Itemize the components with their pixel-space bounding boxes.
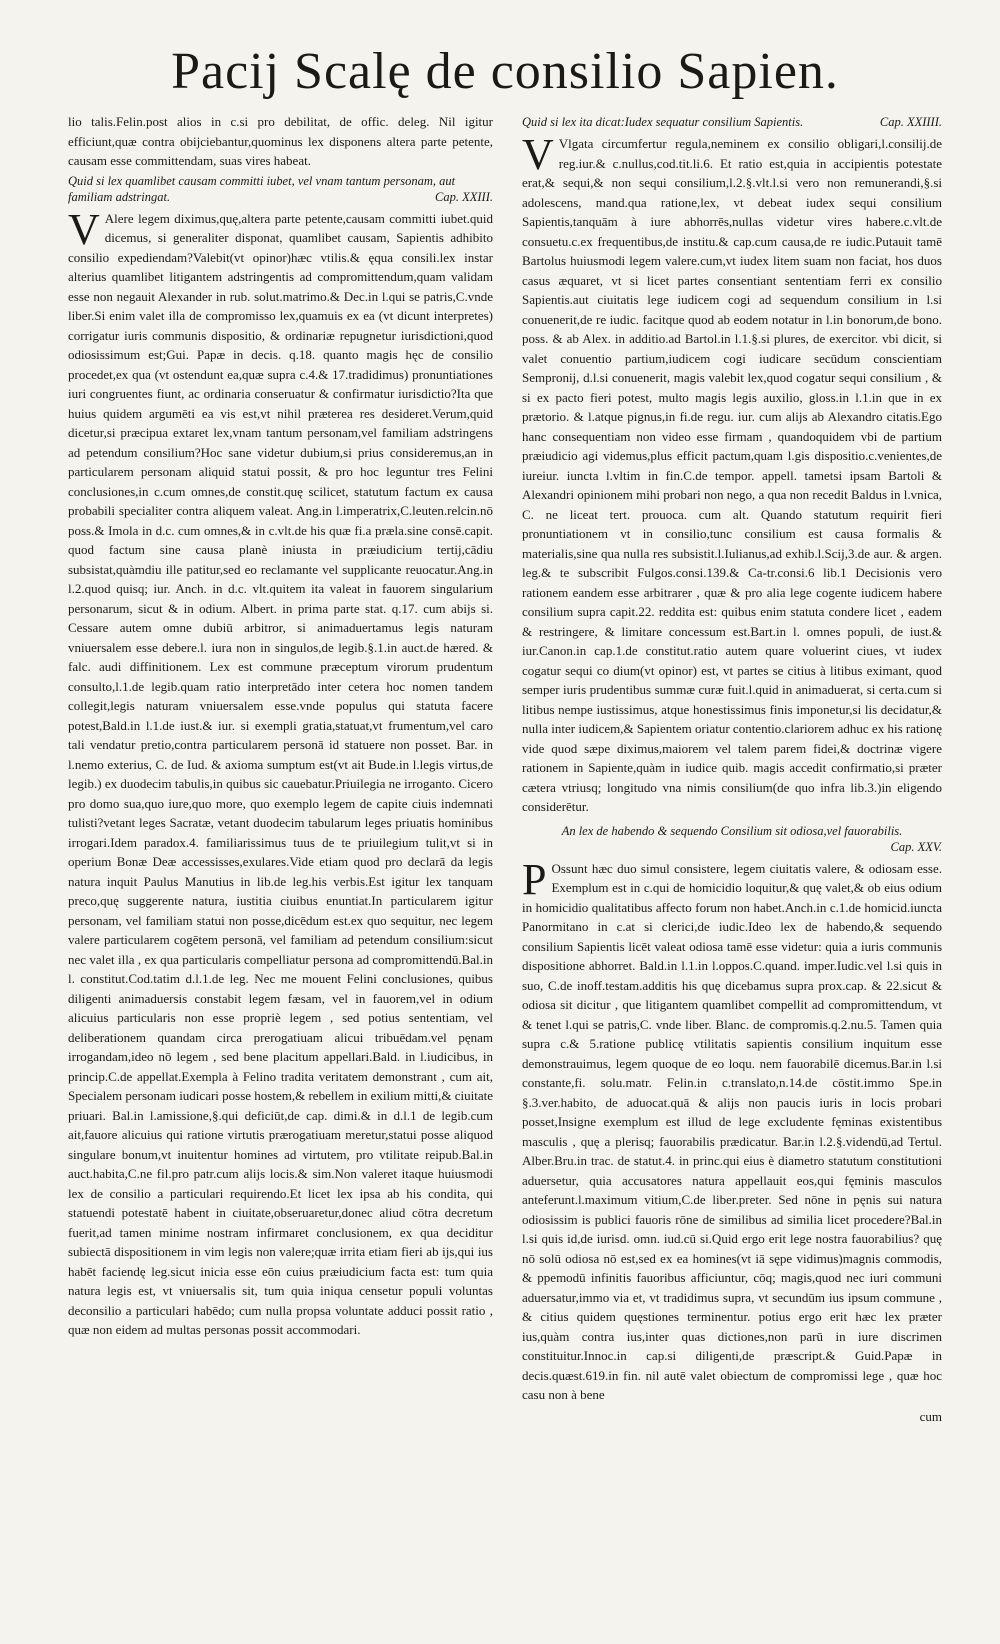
chapter-23-number: Cap. XXIII. bbox=[435, 189, 493, 204]
chapter-24-dropcap: V bbox=[522, 130, 554, 179]
chapter-25-number: Cap. XXV. bbox=[890, 839, 942, 854]
chapter-23-rubric-text: Quid si lex quamlibet causam committi iubet, vel vnam tantum personam, aut familiam adstringat. bbox=[68, 173, 456, 204]
chapter-23-paragraph bbox=[68, 204, 493, 1340]
chapter-25-paragraph bbox=[522, 854, 942, 1405]
chapter-23-dropcap: V bbox=[68, 204, 100, 254]
chapter-24-body: Vlgata circumfertur regula,neminem ex consilio obligari,l.consilij.de reg.iur.& c.nullus,cod.tit.li.6. Et ratio est,quia in accipientis potestate erat,& sequi,& non sequi consilium,l.2.§.vlt.l.si vero non remunerandi,§.si adolescens, mand.qua ratione,lex, vt debeat iudex sequi consilium Sapientis,tanquām à iure abhorrēs,nullas videtur vires habere.c.vlt.de consuetu.c.ex frequentibus,de institu.& cap.cum causa,de re iudic.Putauit tamē Bartolus huiusmodi legem valere.cum,vt iudex litem suam non faciat, hos duos casus æquaret, vt si licet partes consentiant sententiam ferri ex consilio Sapientis.aut ciuitatis lege iudicem cogi ad sequendum consilium in l.si conuenerit,de re iudic. facitque quod ab eodem notatur in l.in bonorum,de bono. poss. & ab Alex. in additio.ad Bartol.in l.1.§.si plures, de exercitor. vbi dicit, si valet conuentio partium,iudicem cogi iudicare secūdum conscientiam Sempronij, d.l.si conuenerit, magis valebit lex,quod cogatur sequi consilium , & si ex pacto fieri potest, multo magis legis auxilio, gloss.in l.1.in que in ex prætorio. & l.atque pignus,in fi.de regu. iur. cum alijs ab Alexandro citatis.Ego hanc consequentiam non video esse firmam , quandoquidem vbi de partium præiudicio agi videmus,plus efficit pactum,quam l.gis dispositio.c.venientes,de iureiur. iuncta l.vltim in fin.C.de tempor. appell. tametsi ipsam Bartoli & Alexandri opinionem mihi probari non nego, a qua non recedit Baldus in l.vnica, C. ne liceat tert. prouoca. cum alt. Quando statutum requirit fieri pronuntiationem vt in consilio,tunc consilium est causa formalis & materialis,sine qua nulla res subsistit.l.Iulianus,ad exhib.l.Scij,3.de aur. & argen. leg.& te subscribit Fulgos.consi.139.& Ca-tr.consi.6 lib.1 Decisionis vero rationem eandem esse arbitrarer , quæ & pro alia lege cogente iudicem habere consilium supra capit.22. reddita est: quibus enim statuta condere licet , eadem & restringere, & limitare concessum est.Bart.in l. omnes populi, de iust.& iur.Canon.in cap.1.de constitut.ratio autem quare voluerint ciues, vt iudex cogatur sequi co dium(vt opinor) est, vt partes se citius à litibus eximant, quod semper iuris prudentibus summæ curæ fuit.l.quid in animaduerat, si certa.cum si litibus nempe iustissimus, atque honestissimus finis imponetur,si lis decidatur,& nulla inter iudicem,& Sapientem oriatur contentio.clariorem adhuc ex his rationę vide quod sæpe diximus,maiorem vel talem parem fidei,& doctrinæ vigere rationem in Sapiente,quàm in iudice quib. magis accedit confirmatio,si præter cætera vtriusq; longitudo vna nimis consilium(de quo infra lib.3.)in eligendo considerētur. bbox=[522, 136, 942, 814]
chapter-24-number: Cap. XXIIII. bbox=[879, 115, 942, 129]
chapter-23-body: Alere legem diximus,quę,altera parte petente,causam committi iubet.quid dicemus, si generaliter disponat, quamlibet causam, Sapientis adhibito consilio expediendam?Valebit(vt opinor)hæc vtilis.& ęqua consili.lex instar alterius quamlibet litigantem adstringentis ad compromittendum,quam validam esse non negauit Alexander in rub. solut.matrimo.& Dec.in l.qui se patris,C.vnde liber.Si enim valet illa de compromisso lex,quamuis ex ea (vt dicunt interpretes) corrigatur iuris communis dispositio, & ordinariæ repugnetur iurisdictioni,quod odiosissimum est;Gui. Papæ in decis. q.18. quanto magis hęc de consilio procedet,ex qua (vt ostendunt ea,quæ supra c.4.& 17.tradidimus) pronuntiationes iuri congruentes fiunt, ac ordinaria conseruatur & confirmatur iurisdictio?Ita que huius quidem argumēti ea vis est,vt nihil præterea res desideret.Verum,quid dicetur,si præcipua extaret lex,vnam tantum personam,vel familiam adstringens ad petendum consilium?Hoc sane videtur dubium,si prius consideremus,an in particularem personam aliquid statui possit, & pro hoc leguntur tres Felini conclusiones,in c.cum omnes,de constit.quę scilicet, statutum factum ex causa probabili specialiter contra aliquem valeat. Ang.in l.imperatrix,C.leuten.relcin.nō poss.& Imola in d.c. cum omnes,& in c.vlt.de his quæ fi.a præla.sine consē.capit. quod factum sine causa planè iniusta in præiudicium tertij,cādiu subsistat,quàmdiu ille patitur,sed eo reclamante vel supplicante reuocatur.Ang.in l.2.quod quisq; iur. Anch. in d.c. vlt.quitem ita valeat in fauorem singularium personarum, sicut & in odium. Albert. in prima parte stat. q.17. cum abijs si. Cessare autem omne dubiū arbitror, si animaduertamus legis naturam vniuersalem esse debere.l. iura non in singulos,de legib.§.1.in auct.de hæred. & falc. audi diffinitionem. Lex est commune præceptum virorum prudentum consultο,l.1.de legib.quam ratio interpretādo inter cetera hoc nomen tandem collegit,legis naturam vniuersalem esse.vnde populus qui statuta facere potest,Bald.in l.1.de iust.& iur. si exempli gratia,statuat,vt frumentum,vel caro tali vendatur pretio,contra particularem personā id statuere non posset. Bar. in l.nemo exterius, C. de Iud. & axioma sumptum est(vt ait Bude.in l.legis virtus,de legib.) ex duodecim tabulis,in quibus sic cauebatur.Priuilegia ne irroganto. Cicero pro domo sua,quo iure,quo more, quo exemplo legem de capite ciuis indemnati tulisti?vetant leges Sacratæ, vetant duodecim tabularum leges priuatis hominibus irrogari.Idem paradox.4. familiarissimus tuus de te priuilegium tulit,vt si in operium Bonæ Deæ accessisses,exulares.Vide etiam quod pro declarā da legis natura inquit Paulus Manutius in lib.de leg.his verbis.Est igitur lex tanquam preco,quę suggerente natura, iustitia ciuibus enuntiat.In particularem igitur personam, vel familiam statui non posse,dicēdum est.ex quo sequitur, nec legem valere particularem cogētem personā, vel familiam ad petendum consilium:sicut nec valet illa , ex qua particularis compelliatur persona ad compromittendū.Bal.in l. constitut.Cod.tatim d.l.1.de leg. Nec me mouent Felini conclusiones, quibus diligenti animaduersis constabit legem fæsam, vel in fauorem,vel in odium alicuius particularis non esse propriè legem , sed potius sententiam, vel deliberationem quandam circa prerogatiuam alicui tribuēdam.vel pęnam irrogandam,ideo nō legem , sed bene placitum appellari.Bald. in l.iudicibus, in princip.C.de appellat.Exempla à Felino tradita veritatem demonstrant , cum ait, Specialem personam iudicari posse hostem,& rebellem in exilium mitti,& ciuitate priuari. Bal.in l.amissione,§.qui deficiūt,de cap. dimi.& in d.l.1 de legib.cum ait,fauore alicuius qui ratione virtutis prærogatiuam meretur,statui posse aliquod singulare bonum,vt inuitentur homines ad virtutem, pro vtilitate reipub.Bal.in auct.habita,C.ne fil.pro patr.cum alijs locis.& sim.Non valeret itaque huiusmodi lex de consilio a particulari requirendo.Et licet lex ipsa ab his condita, qui statuendi potestatē habent in ciuitate,obseruaretur,donec aliud cōtra decretum fuerit,ad tamen minime nostram infirmaret conclusionem, ex qua deciditur subiectā dispositionem in vim legis non valere;quæ irrita etiam fieri ab ijs,qui ius habēt faciendę leg.sicut inicia esse eōn cuius præiudicium facta est: tum quia natura legis est, vt vniuersalis sit, tum quia iniqua censetur populi voluntas deconsilio a particulari habēdo; cum nulla propsa voluntate adduci possit ratio , quæ non eidem ad multas personas possit accommodari. bbox=[68, 210, 493, 1337]
chapter-23-rubric bbox=[68, 173, 493, 205]
chapter-25-body: Ossunt hæc duo simul consistere, legem ciuitatis valere, & odiosam esse. Exemplum est in c.qui de homicidio loquitur,& quę valet,& ob eius odium in homicidio qualitatibus affecto forum non habet.Anch.in c.1.de homicid.iuncta Panormitano in c.at si clerici,de iudic.Ideo lex de habendo,& sequendo consilium Sapientis licēt valeat odiosa tamē esse videtur: quia a iuris communis dispositione abhorret. Bald.in l.1.in l.oppos.C.quand. imper.Iudic.vel l.si quis in suo, C.de inoff.testam.additis his quę dicebamus supra prox.cap. & 22.sicut & odiosa sit dicitur , que litigantem quamlibet compellit ad compromittendum, vt & tenet l.qui se patris,C. vnde liber. Blanc. de compromis.q.2.nu.5. Tamen quia supra c.& 5.ratione publicę vtilitatis sapientis consilium inquitum esse demonstrauimus, legem quoque de eo loqu. nem fauorabilē dicemus.Bar.in l.si constante,fi. solu.matr. Felin.in c.translato,n.14.de cōstit.immo Spe.in §.3.ver.habito, de aduocat.quā & alijs non paucis iuris in locis probari posset,Insigne exemplum est illud de lege excludente fęminas existentibus masculis , quę a plerisq; fauorabilis prædicatur. Bar.in l.2.§.videndū,ad Tertul. Alber.Bru.in trac. de statut.4. in princ.qui eius è diametro statutum constitutioni aduersetur, quia accusatores natura appellauit eos,qui fęminis masculos anteferunt.l.maximum vitium,C.de liber.preter. Sed nōne in pęnis sui natura odiosissim is publici fauoris rōne de similibus ad similia licet procedere?Bal.in l.si quis id,de iurisd. omn. iud.cū si.Quid ergo erit lege nostra fauorabilius? quę nō solū odiosa nō est,sed ex ea homines(vt iā sępe vidimus)magnis commodis, & ppemodū infinitis fauoribus afficiuntur, cōq; magis,quod nec iuri communi aduersatur,immo via et, vt tradidimus supra, vt secundūm ius ipsum commune , & citius quidem quęstiones terminentur. potius ergo erit hæc lex præter ius,quàm contra ius,inter quas dictiones,non parū in iure discrimen constituitur.Innoc.in cap.si diligenti,de præscript.& Guid.Papæ in decis.quæst.619.in fin. nil autē valet obiectum de compromissi lege , quæ hoc casu non à bene bbox=[522, 860, 942, 1402]
left-column bbox=[68, 112, 493, 1426]
chapter-24-rubric bbox=[522, 114, 942, 130]
chapter-25-dropcap: P bbox=[522, 854, 547, 904]
chapter-25-rubric bbox=[522, 823, 942, 855]
right-column bbox=[522, 112, 942, 1426]
running-head: Pacij Scalę de consilio Sapien. bbox=[171, 43, 839, 100]
chapter-25-rubric-text: An lex de habendo & sequendo Consilium sit odiosa,vel fauorabilis. bbox=[561, 823, 903, 838]
chapter-24-paragraph bbox=[522, 130, 942, 817]
catchword: cum bbox=[919, 1408, 942, 1424]
left-intro-paragraph: lio talis.Felin.post alios in c.si pro debilitat, de offic. deleg. Nil igitur efficiunt,quæ contra obijciebantur,quominus lex disponens altera parte petente, causam esse committendam, suas vires habeat. bbox=[68, 114, 493, 168]
text-columns bbox=[68, 112, 942, 1426]
chapter-24-rubric-text: Quid si lex ita dicat:Iudex sequatur consilium Sapientis. bbox=[522, 115, 804, 129]
